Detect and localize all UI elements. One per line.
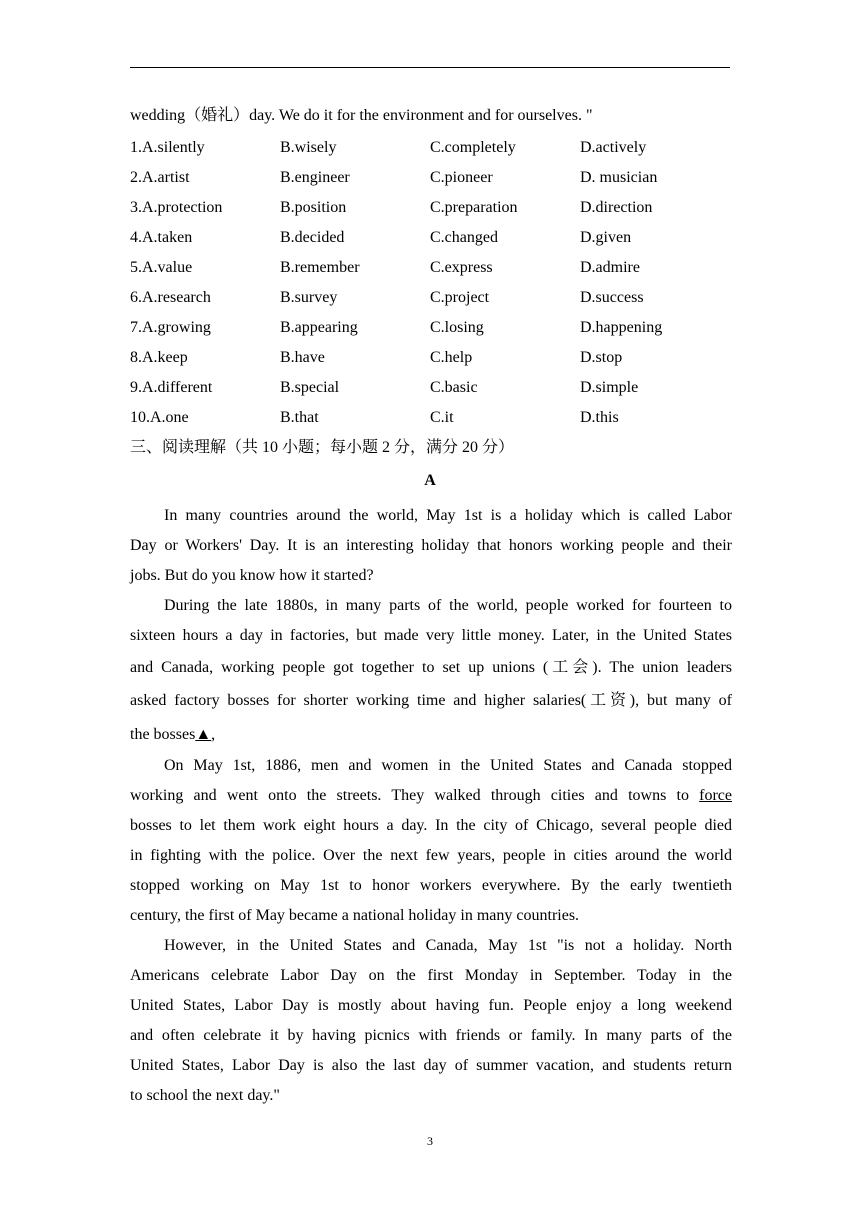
text-line: United States, Labor Day is mostly about having fun. People enjoy a long weekend bbox=[130, 997, 732, 1014]
option-b: B.that bbox=[280, 409, 319, 426]
text-line: century, the first of May became a national holiday in many countries. bbox=[130, 907, 580, 924]
option-d: D.given bbox=[580, 229, 632, 246]
section-heading: 三、阅读理解（共 10 小题；每小题 2 分，满分 20 分） bbox=[130, 439, 515, 456]
paragraph-1 bbox=[130, 501, 732, 591]
option-d: D.happening bbox=[580, 319, 663, 336]
text-line: During the late 1880s, in many parts of the world, people worked for fourteen to bbox=[164, 597, 732, 614]
text-fragment: , bbox=[211, 726, 216, 743]
text-line: jobs. But do you know how it started? bbox=[130, 567, 374, 584]
option-c: C.it bbox=[430, 409, 454, 426]
option-d: D.success bbox=[580, 289, 644, 306]
paragraph-2 bbox=[130, 591, 732, 751]
text-line: to school the next day." bbox=[130, 1087, 280, 1104]
option-a: 2.A.artist bbox=[130, 169, 190, 186]
text-fragment: the bosses bbox=[130, 726, 196, 743]
passage-title: A bbox=[424, 472, 436, 489]
option-d: D.actively bbox=[580, 139, 647, 156]
text-line: and often celebrate it by having picnics with friends or family. In many parts of the bbox=[130, 1027, 732, 1044]
option-c: C.completely bbox=[430, 139, 516, 156]
option-d: D. musician bbox=[580, 169, 658, 186]
option-b: B.survey bbox=[280, 289, 338, 306]
text-line bbox=[130, 718, 732, 751]
option-d: D.simple bbox=[580, 379, 639, 396]
option-c: C.pioneer bbox=[430, 169, 493, 186]
option-d: D.direction bbox=[580, 199, 653, 216]
option-a: 7.A.growing bbox=[130, 319, 211, 336]
option-c: C.basic bbox=[430, 379, 478, 396]
intro-line: wedding（婚礼）day. We do it for the environment and for ourselves. " bbox=[130, 107, 593, 124]
option-a: 8.A.keep bbox=[130, 349, 188, 366]
paragraph-4 bbox=[130, 931, 732, 1111]
text-line: However, in the United States and Canada, May 1st "is not a holiday. North bbox=[164, 937, 732, 954]
paragraph-3 bbox=[130, 751, 732, 931]
option-d: D.stop bbox=[580, 349, 623, 366]
option-a: 6.A.research bbox=[130, 289, 211, 306]
option-c: C.preparation bbox=[430, 199, 518, 216]
text-line: bosses to let them work eight hours a day. In the city of Chicago, several people died bbox=[130, 817, 732, 834]
text-line bbox=[130, 781, 732, 811]
option-c: C.project bbox=[430, 289, 490, 306]
option-c: C.changed bbox=[430, 229, 498, 246]
text-line: In many countries around the world, May 1st is a holiday which is called Labor bbox=[164, 507, 732, 524]
option-d: D.this bbox=[580, 409, 619, 426]
option-b: B.engineer bbox=[280, 169, 350, 186]
option-b: B.wisely bbox=[280, 139, 337, 156]
option-b: B.special bbox=[280, 379, 340, 396]
header-rule bbox=[130, 67, 730, 68]
text-line: in fighting with the police. Over the next few years, people in cities around the world bbox=[130, 847, 732, 864]
option-c: C.express bbox=[430, 259, 493, 276]
text-line: On May 1st, 1886, men and women in the United States and Canada stopped bbox=[164, 757, 732, 774]
text-line: Americans celebrate Labor Day on the first Monday in September. Today in the bbox=[130, 967, 732, 984]
option-c: C.losing bbox=[430, 319, 484, 336]
text-line: Day or Workers' Day. It is an interesting holiday that honors working people and their bbox=[130, 537, 732, 554]
text-line: and Canada, working people got together to set up unions (工会). The union leaders bbox=[130, 659, 732, 676]
page-number: 3 bbox=[427, 1134, 433, 1148]
option-a: 4.A.taken bbox=[130, 229, 193, 246]
text-line: asked factory bosses for shorter working time and higher salaries(工资), but many of bbox=[130, 692, 732, 709]
option-a: 1.A.silently bbox=[130, 139, 205, 156]
option-b: B.have bbox=[280, 349, 325, 366]
option-a: 9.A.different bbox=[130, 379, 213, 396]
option-a: 10.A.one bbox=[130, 409, 189, 426]
option-a: 3.A.protection bbox=[130, 199, 223, 216]
answer-blank: ▲ bbox=[195, 726, 212, 743]
option-b: B.remember bbox=[280, 259, 360, 276]
option-d: D.admire bbox=[580, 259, 640, 276]
option-a: 5.A.value bbox=[130, 259, 193, 276]
text-line: United States, Labor Day is also the last day of summer vacation, and students return bbox=[130, 1057, 732, 1074]
option-b: B.appearing bbox=[280, 319, 358, 336]
option-b: B.position bbox=[280, 199, 347, 216]
text-fragment: working and went onto the streets. They walked through cities and towns to bbox=[130, 787, 689, 804]
option-b: B.decided bbox=[280, 229, 345, 246]
text-line: stopped working on May 1st to honor workers everywhere. By the early twentieth bbox=[130, 877, 732, 894]
underlined-word: force bbox=[699, 787, 732, 804]
text-line: sixteen hours a day in factories, but made very little money. Later, in the United States bbox=[130, 627, 732, 644]
option-c: C.help bbox=[430, 349, 473, 366]
